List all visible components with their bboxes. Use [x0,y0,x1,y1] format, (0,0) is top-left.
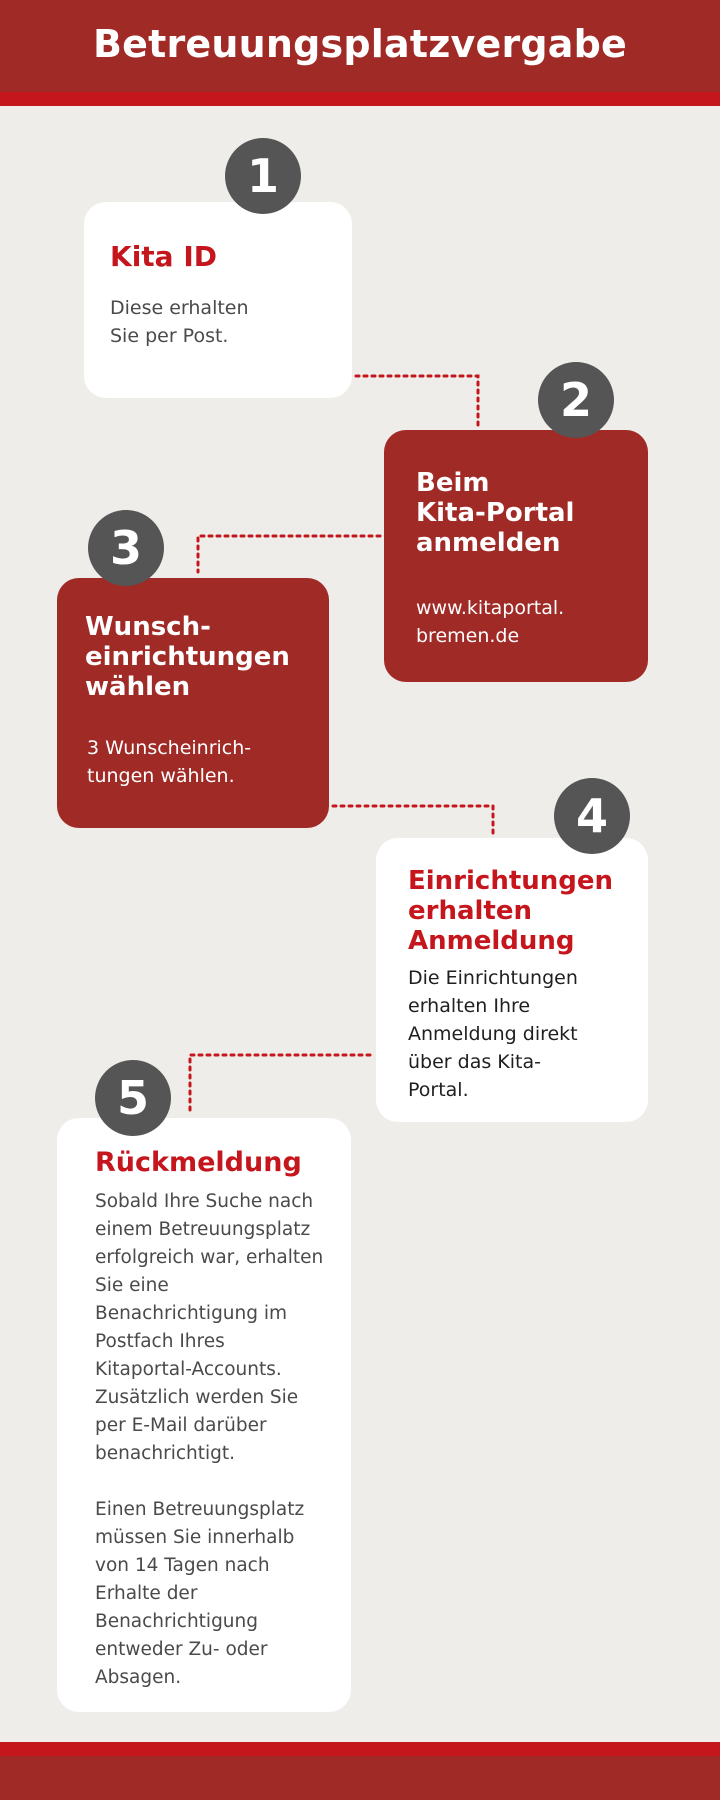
step-2-title: Beim Kita-Portal anmelden [416,468,575,558]
step-4-card [376,838,648,1122]
footer-bar [0,1756,720,1800]
step-4-text: Die Einrichtungen erhalten Ihre Anmeldung direkt über das Kita- Portal. [408,967,578,1101]
step-1-number-badge: 1 [225,138,301,214]
step-3-title: Wunsch- einrichtungen wählen [85,612,290,702]
page-title: Betreuungsplatzvergabe [92,22,628,66]
step-3-card [57,578,329,828]
step-5-card [57,1118,351,1712]
step-1-card [84,202,352,398]
step-4-number-badge: 4 [554,778,630,854]
step-3-text: 3 Wunscheinrich- tungen wählen. [87,737,252,787]
step-5-text: Sobald Ihre Suche nach einem Betreuungsplatz erfolgreich war, erhalten Sie eine Benachrichtigung im Postfach Ihres Kitaportal-Accounts. Zusätzlich werden Sie per E-Mail darüber benachrichtigt. Einen Betreuungsplatz müssen Sie innerhalb von 14 Tagen nach Erhalte der Benachrichtigung entweder Zu- oder Absagen. [95,1191,324,1688]
step-5-number-badge: 5 [95,1060,171,1136]
connector-2-3 [198,536,380,572]
step-4-title: Einrichtungen erhalten Anmeldung [408,866,614,956]
step-1-title: Kita ID [110,240,217,273]
step-2-text: www.kitaportal. bremen.de [416,597,565,647]
step-3-number-badge: 3 [88,510,164,586]
footer-accent-stripe [0,1742,720,1756]
connector-3-4 [333,806,493,838]
step-1-text: Diese erhalten Sie per Post. [110,297,249,347]
step-5-title: Rückmeldung [95,1147,302,1178]
step-2-number-badge: 2 [538,362,614,438]
step-2-card [384,430,648,682]
connector-4-5 [190,1055,370,1112]
connector-1-2 [356,376,478,426]
